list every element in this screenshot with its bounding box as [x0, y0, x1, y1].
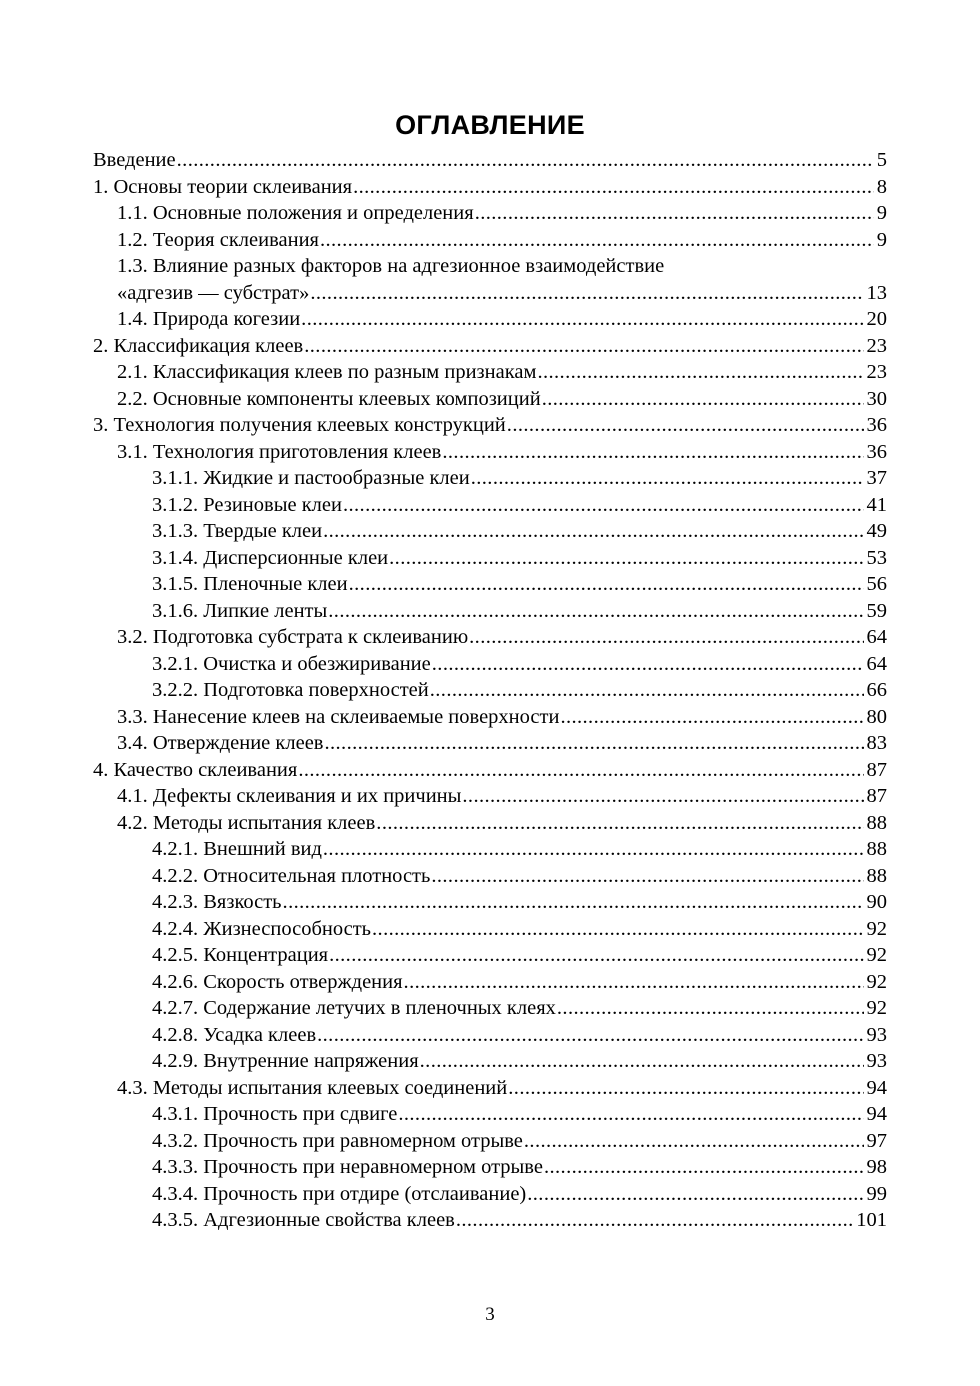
toc-entry-page: 41: [866, 493, 887, 516]
toc-dot-leader: [527, 1181, 863, 1208]
toc-entry-page: 36: [866, 414, 887, 436]
toc-dot-leader: [432, 651, 864, 678]
toc-entry-page: 8: [876, 175, 887, 198]
table-of-contents: [93, 147, 887, 1234]
toc-entry-page: 99: [866, 1182, 887, 1205]
toc-dot-leader: [323, 836, 864, 863]
toc-dot-leader: [469, 624, 863, 651]
toc-entry: [93, 624, 887, 651]
toc-entry-label: 4.1. Дефекты склеивания и их причины: [117, 785, 462, 807]
toc-entry: [93, 916, 887, 943]
toc-entry-page: 53: [866, 546, 887, 569]
toc-entry: [93, 889, 887, 916]
toc-dot-leader: [442, 439, 863, 466]
toc-entry-label: 4.3.2. Прочность при равномерном отрыве: [152, 1129, 523, 1152]
toc-dot-leader: [431, 863, 863, 890]
toc-entry-label: 3.4. Отверждение клеев: [117, 732, 324, 754]
toc-entry-page: 5: [876, 149, 887, 171]
toc-entry-label: 3.2.1. Очистка и обезжиривание: [152, 652, 431, 675]
toc-dot-leader: [524, 1128, 864, 1155]
toc-entry-page: 101: [856, 1209, 887, 1231]
toc-dot-leader: [560, 704, 863, 731]
toc-entry-label: 1.2. Теория склеивания: [117, 228, 319, 251]
toc-dot-leader: [323, 518, 863, 545]
toc-dot-leader: [475, 200, 874, 227]
toc-entry-label: 4.2.2. Относительная плотность: [152, 864, 431, 887]
toc-entry-label: 4.3.5. Адгезионные свойства клеев: [152, 1209, 455, 1231]
toc-entry: [93, 1181, 887, 1208]
toc-entry: [93, 757, 887, 784]
toc-entry-label: 2.1. Классификация клеев по разным признакам: [117, 361, 537, 383]
toc-entry-page: 9: [876, 228, 887, 251]
toc-entry: [93, 836, 887, 863]
toc-entry-page: 30: [866, 387, 887, 410]
toc-entry-label: 4.2.7. Содержание летучих в пленочных клеях: [152, 997, 556, 1019]
toc-entry-page: 83: [866, 732, 887, 754]
toc-entry-page: 93: [866, 1050, 887, 1072]
toc-dot-leader: [372, 916, 863, 943]
toc-entry-label: 1. Основы теории склеивания: [93, 175, 353, 198]
toc-entry-page: 36: [866, 440, 887, 463]
toc-entry-label: 3.1.1. Жидкие и пастообразные клеи: [152, 467, 470, 489]
toc-entry-page: 49: [866, 520, 887, 542]
toc-entry-page: 64: [866, 626, 887, 648]
toc-dot-leader: [376, 810, 863, 837]
toc-entry: [93, 571, 887, 598]
toc-entry-label: 2.2. Основные компоненты клеевых композиций: [117, 387, 541, 410]
toc-entry-label: 4.2.8. Усадка клеев: [152, 1023, 317, 1046]
toc-entry-page: 87: [866, 785, 887, 807]
toc-entry: [93, 1101, 887, 1128]
toc-dot-leader: [542, 386, 864, 413]
toc-entry: [93, 545, 887, 572]
toc-dot-leader: [389, 545, 863, 572]
toc-dot-leader: [537, 359, 863, 386]
toc-entry-page: 87: [866, 758, 887, 781]
toc-entry-label: 3. Технология получения клеевых конструкций: [93, 414, 506, 436]
toc-entry-label: 4.2. Методы испытания клеев: [117, 811, 376, 834]
toc-entry-page: 66: [866, 679, 887, 701]
toc-entry: [93, 1022, 887, 1049]
toc-dot-leader: [404, 969, 864, 996]
toc-entry: [93, 518, 887, 545]
toc-entry: [93, 439, 887, 466]
toc-dot-leader: [349, 571, 864, 598]
toc-entry: [93, 174, 887, 201]
toc-entry-page: 92: [866, 970, 887, 993]
toc-dot-leader: [310, 280, 863, 307]
toc-dot-leader: [557, 995, 864, 1022]
toc-entry: [93, 783, 887, 810]
toc-entry: [93, 942, 887, 969]
toc-entry-label: 3.1.5. Пленочные клеи: [152, 573, 348, 595]
toc-entry-label: 3.1.2. Резиновые клеи: [152, 493, 342, 516]
toc-entry: [93, 492, 887, 519]
toc-dot-leader: [304, 333, 863, 360]
toc-entry: [93, 1207, 887, 1234]
toc-entry-page: 93: [866, 1023, 887, 1046]
toc-entry-label: 4.3.1. Прочность при сдвиге: [152, 1103, 398, 1125]
toc-entry-label: 2. Классификация клеев: [93, 334, 304, 357]
page-title: ОГЛАВЛЕНИЕ: [395, 110, 585, 141]
toc-dot-leader: [317, 1022, 863, 1049]
toc-entry: [93, 386, 887, 413]
toc-entry: [93, 730, 887, 757]
toc-entry: [93, 677, 887, 704]
toc-entry-page: 37: [866, 467, 887, 489]
toc-dot-leader: [329, 942, 863, 969]
toc-entry-label: 4.2.1. Внешний вид: [152, 838, 322, 860]
toc-entry-page: 23: [866, 334, 887, 357]
toc-dot-leader: [462, 783, 863, 810]
toc-entry: [93, 1048, 887, 1075]
toc-entry-label: 4.2.6. Скорость отверждения: [152, 970, 403, 993]
toc-entry-page: 13: [866, 281, 887, 304]
toc-entry-label: 4.2.5. Концентрация: [152, 944, 329, 966]
toc-entry-label: 4.2.4. Жизнеспособность: [152, 917, 372, 940]
toc-dot-leader: [301, 306, 863, 333]
toc-entry-label: 3.1.4. Дисперсионные клеи: [152, 546, 389, 569]
toc-dot-leader: [177, 147, 874, 174]
toc-dot-leader: [471, 465, 864, 492]
toc-dot-leader: [430, 677, 864, 704]
toc-entry: [93, 280, 887, 307]
toc-dot-leader: [508, 1075, 863, 1102]
toc-entry: [93, 704, 887, 731]
toc-entry-page: 94: [866, 1103, 887, 1125]
toc-dot-leader: [320, 227, 874, 254]
toc-entry: [93, 1075, 887, 1102]
toc-entry: [93, 306, 887, 333]
toc-entry: [93, 598, 887, 625]
toc-entry: [93, 359, 887, 386]
toc-entry: [93, 147, 887, 174]
toc-entry-label: 3.1.6. Липкие ленты: [152, 599, 328, 622]
toc-entry-label: 4.3. Методы испытания клеевых соединений: [117, 1076, 508, 1099]
toc-entry-label: 4.3.4. Прочность при отдире (отслаивание): [152, 1182, 527, 1205]
toc-dot-leader: [507, 412, 864, 439]
toc-entry-label: 4.2.9. Внутренние напряжения: [152, 1050, 419, 1072]
toc-entry-page: 88: [866, 864, 887, 887]
toc-dot-leader: [283, 889, 864, 916]
toc-dot-leader: [544, 1154, 864, 1181]
toc-entry-page: 92: [866, 944, 887, 966]
toc-entry-page: 59: [866, 599, 887, 622]
toc-entry: [93, 863, 887, 890]
toc-entry-page: 97: [866, 1129, 887, 1152]
toc-entry-label: 1.4. Природа когезии: [117, 308, 301, 330]
toc-dot-leader: [398, 1101, 863, 1128]
toc-entry-label: 3.2.2. Подготовка поверхностей: [152, 679, 429, 701]
toc-entry: [93, 412, 887, 439]
toc-dot-leader: [328, 598, 863, 625]
toc-entry-page: 90: [866, 891, 887, 913]
toc-entry-page: 92: [866, 997, 887, 1019]
toc-entry: [93, 1128, 887, 1155]
toc-dot-leader: [353, 174, 874, 201]
toc-entry-page: 94: [866, 1076, 887, 1099]
toc-entry-page: 56: [866, 573, 887, 595]
toc-entry-page: 80: [866, 705, 887, 728]
page-number: 3: [485, 1304, 495, 1325]
toc-entry-label: 3.2. Подготовка субстрата к склеиванию: [117, 626, 469, 648]
toc-entry-label: Введение: [93, 149, 176, 171]
toc-entry: [93, 253, 887, 280]
toc-entry-page: 9: [876, 202, 887, 224]
toc-entry: [93, 333, 887, 360]
toc-entry-page: 64: [866, 652, 887, 675]
toc-entry: [93, 200, 887, 227]
toc-entry-label: 4.3.3. Прочность при неравномерном отрыве: [152, 1156, 543, 1178]
toc-entry-page: 92: [866, 917, 887, 940]
toc-entry: [93, 810, 887, 837]
toc-entry-label: 3.1. Технология приготовления клеев: [117, 440, 442, 463]
toc-entry: [93, 1154, 887, 1181]
toc-entry-label: 4.2.3. Вязкость: [152, 891, 282, 913]
toc-entry-label: 3.1.3. Твердые клеи: [152, 520, 323, 542]
toc-dot-leader: [420, 1048, 864, 1075]
toc-entry: [93, 465, 887, 492]
toc-entry-page: 88: [866, 811, 887, 834]
toc-entry-label: 1.3. Влияние разных факторов на адгезионное взаимодействие: [117, 255, 665, 277]
toc-entry: [93, 995, 887, 1022]
toc-entry-page: 88: [866, 838, 887, 860]
toc-entry-label: 4. Качество склеивания: [93, 758, 298, 781]
toc-dot-leader: [456, 1207, 853, 1234]
toc-entry-page: 98: [866, 1156, 887, 1178]
toc-dot-leader: [343, 492, 864, 519]
toc-entry: [93, 227, 887, 254]
toc-entry-label: «адгезив — субстрат»: [117, 281, 310, 304]
toc-entry: [93, 969, 887, 996]
toc-entry: [93, 651, 887, 678]
toc-entry-page: 20: [866, 308, 887, 330]
toc-entry-label: 1.1. Основные положения и определения: [117, 202, 474, 224]
toc-dot-leader: [324, 730, 863, 757]
toc-dot-leader: [298, 757, 863, 784]
toc-entry-label: 3.3. Нанесение клеев на склеиваемые поверхности: [117, 705, 560, 728]
toc-entry-page: 23: [866, 361, 887, 383]
